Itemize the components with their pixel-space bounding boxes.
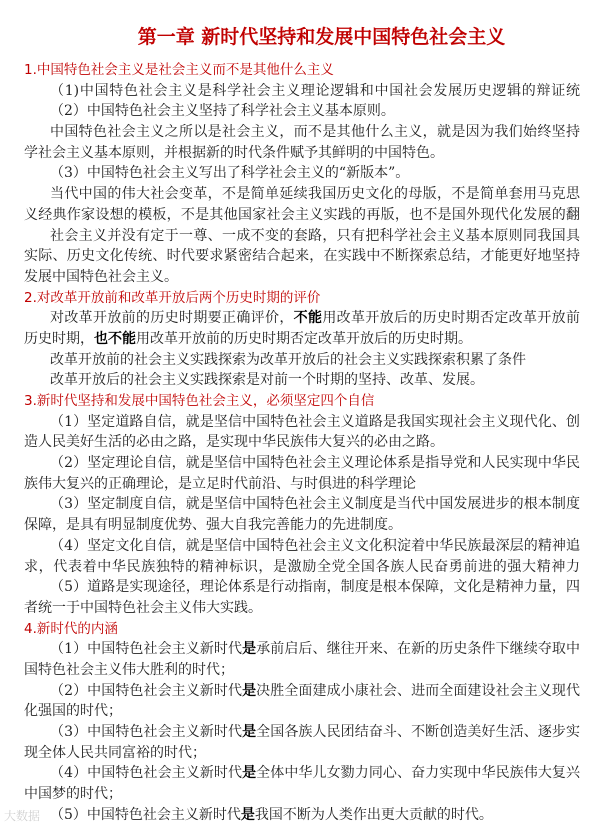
section-heading xyxy=(24,391,580,412)
text-segment: （1）中国特色社会主义新时代 xyxy=(50,641,243,658)
bold-text: 也不能 xyxy=(94,330,136,347)
text-line xyxy=(24,143,580,164)
text-segment: 我国不断为人类作出更大贡献的时代。 xyxy=(254,806,493,823)
text-line xyxy=(24,163,580,184)
text-segment: 求，代表着中华民族独特的精神标识，是激励全党全国各族人民奋勇前进的强大精神力 xyxy=(24,558,580,575)
text-line xyxy=(24,205,580,226)
text-segment: 族伟大复兴的正确理论，是立足时代前沿、与时俱进的科学理论 xyxy=(24,475,416,492)
text-line xyxy=(24,267,580,288)
text-segment: 社会主义并没有定于一尊、一成不变的套路，只有把科学社会主义基本原则同我国具 xyxy=(50,227,580,244)
text-line xyxy=(24,763,580,784)
text-segment: （2）中国特色社会主义坚持了科学社会主义基本原则。 xyxy=(50,103,395,120)
text-segment: （1)中国特色社会主义是科学社会主义理论逻辑和中国社会发展历史逻辑的辩证统 xyxy=(50,82,580,99)
text-line xyxy=(24,660,580,681)
text-segment: 者统一于中国特色社会主义伟大实践。 xyxy=(24,599,262,616)
section-heading xyxy=(24,60,580,81)
text-line xyxy=(24,101,580,122)
text-line xyxy=(24,681,580,702)
text-line xyxy=(24,432,580,453)
text-line xyxy=(24,577,580,598)
text-line xyxy=(24,743,580,764)
bold-text: 不能 xyxy=(293,310,323,327)
text-segment: （4）中国特色社会主义新时代 xyxy=(50,765,243,782)
text-segment: 实际、历史文化传统、时代要求紧密结合起来，在实践中不断探索总结，才能更好地坚持 xyxy=(24,248,580,265)
text-segment: （1）坚定道路自信，就是坚信中国特色社会主义道路是我国实现社会主义现代化、创 xyxy=(50,413,580,430)
text-line xyxy=(24,494,580,515)
text-segment: （5）道路是实现途径，理论体系是行动指南，制度是根本保障，文化是精神力量，四 xyxy=(50,579,580,596)
text-line xyxy=(24,81,580,102)
section-heading xyxy=(24,619,580,640)
text-segment: （3）中国特色社会主义新时代 xyxy=(50,724,243,740)
text-line xyxy=(24,515,580,536)
text-line xyxy=(24,598,580,619)
watermark: 大数据 xyxy=(4,809,41,823)
chapter-title: 第一章 新时代坚持和发展中国特色社会主义 xyxy=(137,26,506,48)
text-segment: 学社会主义基本原则，并根据新的时代条件赋予其鲜明的中国特色。 xyxy=(24,144,444,161)
text-line xyxy=(24,453,580,474)
text-line xyxy=(24,246,580,267)
text-line xyxy=(24,805,580,826)
text-line xyxy=(24,701,580,722)
text-segment: 化强国的时代； xyxy=(24,703,122,720)
text-segment: 当代中国的伟大社会变革，不是简单延续我国历史文化的母版，不是简单套用马克思 xyxy=(50,186,580,203)
text-line xyxy=(24,329,580,350)
bold-text: 是 xyxy=(242,641,257,658)
text-segment: （3）坚定制度自信，就是坚信中国特色社会主义制度是当代中国发展进步的根本制度 xyxy=(50,496,580,513)
text-line xyxy=(24,536,580,557)
text-segment: 4.新时代的内涵 xyxy=(24,620,118,637)
text-segment: （4）坚定文化自信，就是坚信中国特色社会主义文化积淀着中华民族最深层的精神追 xyxy=(50,537,580,554)
text-line xyxy=(24,784,580,805)
text-segment: 决胜全面建成小康社会、进而全面建设社会主义现代 xyxy=(256,682,580,699)
bold-text: 是 xyxy=(240,806,255,823)
text-segment: 用改革开放前的历史时期否定改革开放后的历史时期。 xyxy=(136,330,472,347)
text-segment: 用改革开放后的历史时期否定改革开放前 xyxy=(322,310,580,327)
document-body xyxy=(24,60,580,825)
text-line xyxy=(24,639,580,660)
text-segment: （2）坚定理论自信，就是坚信中国特色社会主义理论体系是指导党和人民实现中华民 xyxy=(50,455,580,472)
text-segment: 改革开放前的社会主义实践探索为改革开放后的社会主义实践探索积累了条件 xyxy=(50,351,526,368)
text-segment: 全国各族人民团结奋斗、不断创造美好生活、逐步实 xyxy=(256,724,580,740)
section-heading xyxy=(24,288,580,309)
text-segment: 中国特色社会主义之所以是社会主义，而不是其他什么主义，就是因为我们始终坚持 xyxy=(50,124,580,141)
text-segment: 现全体人民共同富裕的时代； xyxy=(24,744,206,761)
text-segment: 历史时期， xyxy=(24,330,94,347)
bold-text: 是 xyxy=(242,765,257,782)
text-segment: 对改革开放前的历史时期要正确评价， xyxy=(50,310,294,327)
text-line xyxy=(24,557,580,578)
text-segment: （3）中国特色社会主义写出了科学社会主义的“新版本”。 xyxy=(50,165,410,182)
text-segment: （5）中国特色社会主义新时代 xyxy=(50,806,241,823)
text-segment: 保障，是具有明显制度优势、强大自我完善能力的先进制度。 xyxy=(24,517,402,534)
bold-text: 是 xyxy=(242,682,257,699)
text-line xyxy=(24,184,580,205)
text-segment: 国特色社会主义伟大胜利的时代； xyxy=(24,661,234,678)
text-line xyxy=(24,308,580,329)
text-segment: 3.新时代坚持和发展中国特色社会主义，必须坚定四个自信 xyxy=(24,393,375,409)
text-line xyxy=(24,412,580,433)
text-line xyxy=(24,226,580,247)
text-segment: 承前启后、继往开来、在新的历史条件下继续夺取中 xyxy=(256,641,580,658)
text-segment: （2）中国特色社会主义新时代 xyxy=(50,682,243,699)
text-line xyxy=(24,122,580,143)
text-line xyxy=(24,350,580,371)
text-line xyxy=(24,474,580,495)
text-segment: 造人民美好生活的必由之路，是实现中华民族伟大复兴的必由之路。 xyxy=(24,434,444,451)
text-segment: 改革开放后的社会主义实践探索是对前一个时期的坚持、改革、发展。 xyxy=(50,372,484,389)
text-segment: 1.中国特色社会主义是社会主义而不是其他什么主义 xyxy=(24,62,334,78)
text-segment: 义经典作家设想的模板，不是其他国家社会主义实践的再版，也不是国外现代化发展的翻 xyxy=(24,206,580,223)
text-segment: 发展中国特色社会主义。 xyxy=(24,268,178,285)
text-segment: 全体中华儿女勠力同心、奋力实现中华民族伟大复兴 xyxy=(256,765,580,782)
bold-text: 是 xyxy=(242,724,257,740)
text-segment: 中国梦的时代； xyxy=(24,786,122,803)
text-segment: 2.对改革开放前和改革开放后两个历史时期的评价 xyxy=(24,289,321,306)
text-line xyxy=(24,722,580,743)
text-line xyxy=(24,370,580,391)
